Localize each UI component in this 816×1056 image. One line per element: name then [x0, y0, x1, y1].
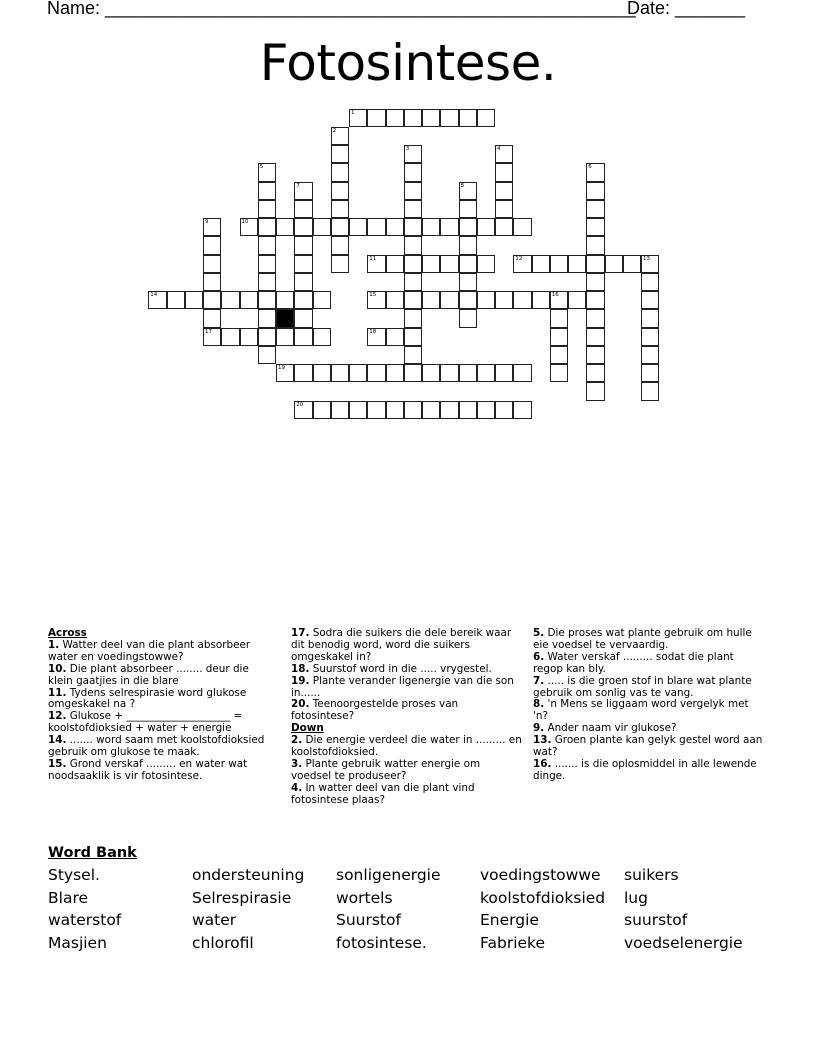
clue	[291, 735, 523, 759]
crossword-cell[interactable]	[185, 291, 203, 309]
crossword-cell[interactable]	[586, 255, 604, 273]
crossword-cell[interactable]	[459, 401, 477, 419]
clue-label: 9.	[533, 722, 545, 735]
clue	[48, 735, 276, 759]
crossword-cell[interactable]	[258, 182, 276, 200]
crossword-cell[interactable]	[404, 346, 422, 364]
crossword-cell[interactable]	[294, 328, 312, 346]
crossword-cell[interactable]	[550, 309, 568, 327]
clues-column-2	[291, 628, 523, 807]
crossword-cell[interactable]	[459, 364, 477, 382]
crossword-cell[interactable]	[367, 328, 385, 346]
crossword-cell[interactable]	[276, 364, 294, 382]
word-bank	[48, 866, 788, 957]
crossword-cell[interactable]	[203, 218, 221, 236]
crossword-cell[interactable]	[148, 291, 166, 309]
word-bank-item: lug	[624, 888, 648, 907]
crossword-cell[interactable]	[276, 291, 294, 309]
clue-number: 19	[278, 365, 286, 372]
crossword-cell[interactable]	[349, 218, 367, 236]
crossword-cell[interactable]	[586, 218, 604, 236]
crossword-cell[interactable]	[641, 291, 659, 309]
crossword-cell[interactable]	[477, 401, 495, 419]
clue-text: Teenoorgestelde proses van fotosintese?	[291, 698, 459, 723]
crossword-cell[interactable]	[331, 401, 349, 419]
clue-text: Die proses wat plante gebruik om hulle eie voedsel te vervaardig.	[533, 627, 752, 651]
clue-number: 11	[369, 255, 377, 262]
word-bank-item: voedingstowwe	[480, 866, 601, 884]
clue-text: Glukose + ____________________ = koolstofdioksied + water + energie	[48, 710, 243, 735]
crossword-cell[interactable]	[276, 218, 294, 236]
crossword-cell[interactable]	[605, 255, 623, 273]
crossword-cell[interactable]	[258, 236, 276, 254]
clue-number: 17	[205, 328, 213, 335]
clue-label: 16.	[533, 757, 552, 770]
crossword-cell[interactable]	[203, 309, 221, 327]
crossword-cell[interactable]	[367, 255, 385, 273]
clue-number: 10	[241, 219, 249, 226]
word-bank-item: Energie	[480, 911, 539, 930]
crossword-cell[interactable]	[349, 109, 367, 127]
word-bank-item: chlorofil	[192, 934, 254, 953]
crossword-cell[interactable]	[294, 401, 312, 419]
crossword-cell[interactable]	[477, 255, 495, 273]
crossword-cell[interactable]	[586, 182, 604, 200]
clue-number: 15	[369, 292, 377, 299]
crossword-cell[interactable]	[331, 236, 349, 254]
clue-label: 1.	[48, 638, 60, 651]
crossword-cell[interactable]	[532, 291, 550, 309]
word-bank-item: fotosintese.	[336, 934, 427, 953]
clue-text: Die energie verdeel die water in ......... en koolstofdioksied.	[291, 734, 522, 759]
clue-text: ..... is die groen stof in blare wat plante gebruik om sonlig vas te vang.	[533, 674, 752, 699]
clue-number: 6	[588, 164, 592, 171]
crossword-cell[interactable]	[586, 364, 604, 382]
crossword-cell[interactable]	[404, 273, 422, 291]
clue-text: Grond verskaf ......... en water wat noodsaaklik is vir fotosintese.	[48, 757, 248, 782]
crossword-cell[interactable]	[404, 255, 422, 273]
clue-number: 7	[296, 182, 300, 189]
crossword-cell[interactable]	[313, 364, 331, 382]
clue-text: Plante gebruik watter energie om voedsel te produseer?	[291, 757, 481, 782]
crossword-cell[interactable]	[294, 291, 312, 309]
crossword-cell[interactable]	[294, 255, 312, 273]
crossword-cell[interactable]	[586, 346, 604, 364]
crossword-cell[interactable]	[404, 364, 422, 382]
crossword-cell[interactable]	[513, 401, 531, 419]
clue-text: In watter deel van die plant vind fotosintese plaas?	[291, 781, 475, 806]
crossword-cell[interactable]	[550, 346, 568, 364]
crossword-cell[interactable]	[623, 255, 641, 273]
crossword-cell[interactable]	[386, 328, 404, 346]
crossword-cell[interactable]	[440, 401, 458, 419]
word-bank-item: Suurstof	[336, 911, 401, 930]
crossword-cell[interactable]	[495, 218, 513, 236]
crossword-cell[interactable]	[586, 163, 604, 181]
word-bank-item: voedselenergie	[624, 934, 743, 953]
clue-label: 3.	[291, 757, 303, 770]
crossword-cell[interactable]	[422, 218, 440, 236]
crossword-cell[interactable]	[459, 182, 477, 200]
crossword-cell[interactable]	[422, 255, 440, 273]
word-bank-item: suurstof	[624, 911, 688, 930]
crossword-cell[interactable]	[404, 109, 422, 127]
clue	[48, 640, 276, 664]
crossword-cell[interactable]	[258, 200, 276, 218]
crossword-cell[interactable]	[459, 200, 477, 218]
crossword-cell[interactable]	[331, 127, 349, 145]
crossword-cell[interactable]	[331, 255, 349, 273]
crossword-cell[interactable]	[367, 291, 385, 309]
clue-label: 6.	[533, 650, 545, 663]
crossword-cell[interactable]	[641, 346, 659, 364]
crossword-cell[interactable]	[404, 236, 422, 254]
crossword-cell[interactable]	[513, 255, 531, 273]
clue-label: 19.	[291, 674, 310, 687]
crossword-cell[interactable]	[641, 309, 659, 327]
crossword-cell[interactable]	[294, 236, 312, 254]
crossword-cell[interactable]	[313, 328, 331, 346]
crossword-cell[interactable]	[386, 109, 404, 127]
clue	[291, 676, 523, 700]
crossword-cell[interactable]	[513, 218, 531, 236]
crossword-cell[interactable]	[459, 309, 477, 327]
crossword-cell[interactable]	[586, 291, 604, 309]
crossword-cell[interactable]	[258, 273, 276, 291]
clue-label: 11.	[48, 686, 67, 699]
crossword-cell[interactable]	[440, 218, 458, 236]
clue-text: ....... is die oplosmiddel in alle lewende dinge.	[533, 757, 757, 782]
crossword-cell[interactable]	[240, 328, 258, 346]
crossword-cell[interactable]	[240, 218, 258, 236]
clue-label: 5.	[533, 627, 545, 639]
across-heading: Across	[48, 627, 87, 639]
clue-text: Plante verander ligenergie van die son in......	[291, 674, 514, 699]
crossword-cell[interactable]	[477, 109, 495, 127]
word-bank-item: suikers	[624, 866, 679, 884]
clue-number: 20	[296, 401, 304, 408]
clue-label: 20.	[291, 698, 310, 711]
down-heading: Down	[291, 722, 324, 735]
clue-text: Ander naam vir glukose?	[544, 722, 677, 735]
crossword-cell[interactable]	[367, 109, 385, 127]
clue-label: 8.	[533, 698, 545, 711]
crossword-cell[interactable]	[495, 145, 513, 163]
clue	[533, 628, 763, 652]
crossword-cell[interactable]	[550, 364, 568, 382]
clue-number: 3	[405, 146, 410, 153]
crossword-grid	[0, 0, 816, 440]
clue-number: 18	[369, 328, 377, 335]
crossword-cell[interactable]	[404, 200, 422, 218]
crossword-cell[interactable]	[641, 255, 659, 273]
crossword-cell[interactable]	[367, 364, 385, 382]
crossword-cell[interactable]	[477, 218, 495, 236]
crossword-cell[interactable]	[404, 145, 422, 163]
crossword-cell[interactable]	[258, 309, 276, 327]
crossword-cell[interactable]	[349, 401, 367, 419]
clues-column-1	[48, 628, 276, 783]
clue-text: Groen plante kan gelyk gestel word aan wat?	[533, 734, 763, 759]
crossword-cell[interactable]	[586, 273, 604, 291]
clue	[291, 628, 523, 664]
clue-text: Tydens selrespirasie word glukose omgeskakel na ?	[48, 686, 247, 711]
crossword-cell[interactable]	[294, 273, 312, 291]
crossword-cell[interactable]	[258, 291, 276, 309]
clue-number: 8	[460, 182, 465, 189]
word-bank-item: wortels	[336, 888, 393, 907]
crossword-cell[interactable]	[331, 145, 349, 163]
crossword-cell[interactable]	[459, 291, 477, 309]
clue	[291, 759, 523, 783]
crossword-cell[interactable]	[404, 401, 422, 419]
clue	[48, 664, 276, 688]
crossword-cell[interactable]	[331, 364, 349, 382]
crossword-cell[interactable]	[459, 255, 477, 273]
crossword-cell[interactable]	[532, 255, 550, 273]
crossword-cell[interactable]	[459, 109, 477, 127]
date-field[interactable]: Date: _______	[627, 0, 746, 18]
crossword-cell[interactable]	[459, 273, 477, 291]
clue-number: 5	[259, 164, 264, 171]
crossword-cell[interactable]	[331, 163, 349, 181]
crossword-cell[interactable]	[294, 309, 312, 327]
clue	[533, 759, 763, 783]
clue-text: Sodra die suikers die dele bereik waar dit benodig word, word die suikers omgeskakel in?	[291, 627, 512, 663]
clue-label: 7.	[533, 674, 545, 687]
clue	[48, 688, 276, 712]
crossword-cell[interactable]	[313, 291, 331, 309]
clue-number: 16	[551, 292, 559, 299]
crossword-cell[interactable]	[641, 364, 659, 382]
word-bank-item: ondersteuning	[192, 866, 305, 884]
clues-column-3	[533, 628, 763, 783]
crossword-cell[interactable]	[641, 273, 659, 291]
clue	[533, 735, 763, 759]
clue-number: 14	[150, 292, 158, 299]
word-bank-item: Fabrieke	[480, 934, 546, 953]
crossword-cell[interactable]	[404, 291, 422, 309]
clue-text: 'n Mens se liggaam word vergelyk met 'n?	[533, 698, 749, 723]
crossword-cell[interactable]	[349, 364, 367, 382]
word-bank-item: Blare	[48, 888, 89, 907]
crossword-cell[interactable]	[221, 291, 239, 309]
crossword-cell[interactable]	[586, 309, 604, 327]
crossword-cell[interactable]	[477, 291, 495, 309]
word-bank-item: Stysel.	[48, 866, 100, 884]
crossword-cell[interactable]	[641, 328, 659, 346]
crossword-cell[interactable]	[495, 291, 513, 309]
crossword-cell[interactable]	[422, 291, 440, 309]
crossword-cell[interactable]	[258, 346, 276, 364]
crossword-cell[interactable]	[513, 291, 531, 309]
crossword-cell[interactable]	[422, 401, 440, 419]
word-bank-item: Selrespirasie	[192, 888, 292, 907]
crossword-cell[interactable]	[331, 200, 349, 218]
clue-label: 12.	[48, 710, 67, 723]
crossword-cell[interactable]	[641, 382, 659, 400]
crossword-cell[interactable]	[404, 182, 422, 200]
crossword-cell[interactable]	[495, 364, 513, 382]
crossword-cell[interactable]	[221, 328, 239, 346]
crossword-cell[interactable]	[495, 182, 513, 200]
clue-number: 12	[515, 255, 523, 262]
crossword-block	[276, 309, 294, 327]
crossword-cell[interactable]	[240, 291, 258, 309]
clue-number: 13	[643, 255, 651, 262]
crossword-cell[interactable]	[367, 401, 385, 419]
clue	[291, 783, 523, 807]
word-bank-item: waterstof	[48, 911, 122, 930]
crossword-cell[interactable]	[294, 218, 312, 236]
crossword-cell[interactable]	[477, 364, 495, 382]
clue-number: 2	[332, 127, 337, 134]
crossword-cell[interactable]	[386, 218, 404, 236]
crossword-cell[interactable]	[550, 291, 568, 309]
clue-label: 15.	[48, 757, 67, 770]
clue	[533, 676, 763, 700]
clue	[48, 759, 276, 783]
word-bank-item: Masjien	[48, 934, 107, 953]
crossword-cell[interactable]	[331, 218, 349, 236]
crossword-cell[interactable]	[495, 163, 513, 181]
word-bank-item: koolstofdioksied	[480, 888, 606, 907]
clue	[291, 699, 523, 723]
clue-label: 13.	[533, 734, 552, 747]
crossword-cell[interactable]	[276, 328, 294, 346]
crossword-cell[interactable]	[404, 163, 422, 181]
crossword-cell[interactable]	[167, 291, 185, 309]
crossword-cell[interactable]	[495, 401, 513, 419]
crossword-cell[interactable]	[568, 291, 586, 309]
crossword-cell[interactable]	[586, 382, 604, 400]
clue	[48, 711, 276, 735]
crossword-cell[interactable]	[258, 328, 276, 346]
crossword-cell[interactable]	[422, 109, 440, 127]
clue-label: 4.	[291, 781, 303, 794]
crossword-cell[interactable]	[294, 200, 312, 218]
crossword-cell[interactable]	[386, 364, 404, 382]
crossword-cell[interactable]	[294, 364, 312, 382]
crossword-cell[interactable]	[440, 291, 458, 309]
crossword-cell[interactable]	[294, 182, 312, 200]
page-title: Fotosintese.	[259, 34, 557, 92]
name-field[interactable]: Name: _____________________________________________________	[47, 0, 636, 18]
word-bank-item: water	[192, 911, 237, 930]
crossword-cell[interactable]	[495, 200, 513, 218]
clue-text: Watter deel van die plant absorbeer water en voedingstowwe?	[48, 638, 251, 663]
crossword-cell[interactable]	[331, 182, 349, 200]
crossword-cell[interactable]	[258, 218, 276, 236]
clue	[533, 652, 763, 676]
crossword-cell[interactable]	[440, 109, 458, 127]
crossword-cell[interactable]	[203, 328, 221, 346]
crossword-cell[interactable]	[258, 255, 276, 273]
crossword-cell[interactable]	[586, 236, 604, 254]
crossword-cell[interactable]	[550, 255, 568, 273]
clue-label: 17.	[291, 627, 310, 639]
clue-label: 10.	[48, 662, 67, 675]
clue-label: 2.	[291, 734, 303, 747]
crossword-cell[interactable]	[203, 273, 221, 291]
crossword-cell[interactable]	[313, 401, 331, 419]
crossword-cell[interactable]	[203, 236, 221, 254]
clue-label: 18.	[291, 662, 310, 675]
clue-text: Water verskaf ......... sodat die plant regop kan bly.	[533, 650, 734, 675]
crossword-cell[interactable]	[386, 291, 404, 309]
crossword-cell[interactable]	[203, 255, 221, 273]
crossword-cell[interactable]	[513, 364, 531, 382]
crossword-cell[interactable]	[586, 328, 604, 346]
clue-number: 1	[351, 109, 355, 116]
clue-label: 14.	[48, 734, 67, 747]
word-bank-title: Word Bank	[48, 845, 137, 861]
crossword-cell[interactable]	[586, 200, 604, 218]
clue-number: 4	[497, 146, 501, 153]
word-bank-item: sonligenergie	[336, 866, 441, 884]
clue	[533, 699, 763, 723]
crossword-cell[interactable]	[568, 255, 586, 273]
clue-text: ....... word saam met koolstofdioksied gebruik om glukose te maak.	[48, 734, 265, 759]
clue-text: Suurstof word in die ..... vrygestel.	[309, 662, 492, 675]
crossword-cell[interactable]	[440, 255, 458, 273]
crossword-cell[interactable]	[550, 328, 568, 346]
crossword-cell[interactable]	[258, 163, 276, 181]
crossword-cell[interactable]	[404, 328, 422, 346]
crossword-cell[interactable]	[459, 218, 477, 236]
crossword-cell[interactable]	[404, 309, 422, 327]
crossword-cell[interactable]	[313, 218, 331, 236]
crossword-cell[interactable]	[422, 364, 440, 382]
clue-number: 9	[205, 219, 209, 226]
crossword-cell[interactable]	[440, 364, 458, 382]
crossword-cell[interactable]	[386, 255, 404, 273]
crossword-cell[interactable]	[459, 236, 477, 254]
crossword-cell[interactable]	[386, 401, 404, 419]
crossword-cell[interactable]	[367, 218, 385, 236]
clue-text: Die plant absorbeer ........ deur die klein gaatjies in die blare	[48, 662, 249, 687]
crossword-cell[interactable]	[203, 291, 221, 309]
crossword-cell[interactable]	[404, 218, 422, 236]
